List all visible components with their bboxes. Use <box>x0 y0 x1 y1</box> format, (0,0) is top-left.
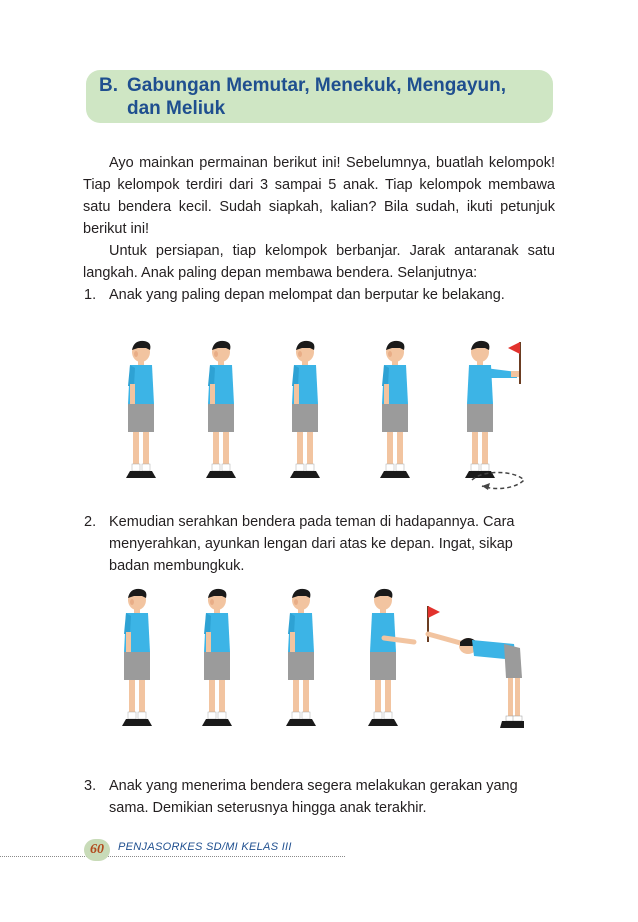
intro-paragraph-1: Ayo mainkan permainan berikut ini! Sebelumnya, buatlah kelompok! Tiap kelompok terdiri dari 3 sampai 5 anak. Tiap kelompok membawa satu bendera kecil. Sudah siapkah, kalian? Bila sudah, ikuti petunjuk berikut ini! <box>83 155 555 237</box>
section-title-line1: Gabungan Memutar, Menekuk, Mengayun, <box>127 75 507 96</box>
child-figure-1d <box>370 338 420 488</box>
step-2 <box>84 511 556 577</box>
section-title-line2: dan Meliuk <box>127 98 226 119</box>
child-figure-1a <box>116 338 166 488</box>
flag-cloth <box>508 342 520 354</box>
section-heading <box>99 74 549 120</box>
footer-divider <box>0 856 345 857</box>
child-figure-2a <box>112 586 162 736</box>
step-2-text: Kemudian serahkan bendera pada teman di hadapannya. Cara menyerahkan, ayunkan lengan dari atas ke depan. Ingat, sikap badan membungkuk. <box>109 514 515 574</box>
step-3 <box>84 775 556 819</box>
page-number: 60 <box>84 839 110 861</box>
section-letter: B. <box>99 75 118 96</box>
step-3-number: 3. <box>84 778 97 794</box>
child-bending-with-flag <box>420 604 530 739</box>
child-figure-1c <box>280 338 330 488</box>
intro-text <box>83 152 555 284</box>
child-figure-2b <box>192 586 242 736</box>
step-2-number: 2. <box>84 514 97 530</box>
book-title: PENJASORKES SD/MI KELAS III <box>118 841 292 853</box>
turn-arrow-icon <box>472 473 524 491</box>
child-figure-2c <box>276 586 326 736</box>
step-3-text: Anak yang menerima bendera segera melakukan gerakan yang sama. Demikian seterusnya hingga anak terakhir. <box>109 778 518 816</box>
step-1 <box>84 284 556 306</box>
child-with-flag-turning <box>452 336 532 496</box>
child-receiving-flag <box>358 586 428 736</box>
step-1-number: 1. <box>84 287 97 303</box>
intro-paragraph-2: Untuk persiapan, tiap kelompok berbanjar. Jarak antaranak satu langkah. Anak paling depan membawa bendera. Selanjutnya: <box>83 243 555 281</box>
child-figure-1b <box>196 338 246 488</box>
step-1-text: Anak yang paling depan melompat dan berputar ke belakang. <box>109 287 505 303</box>
